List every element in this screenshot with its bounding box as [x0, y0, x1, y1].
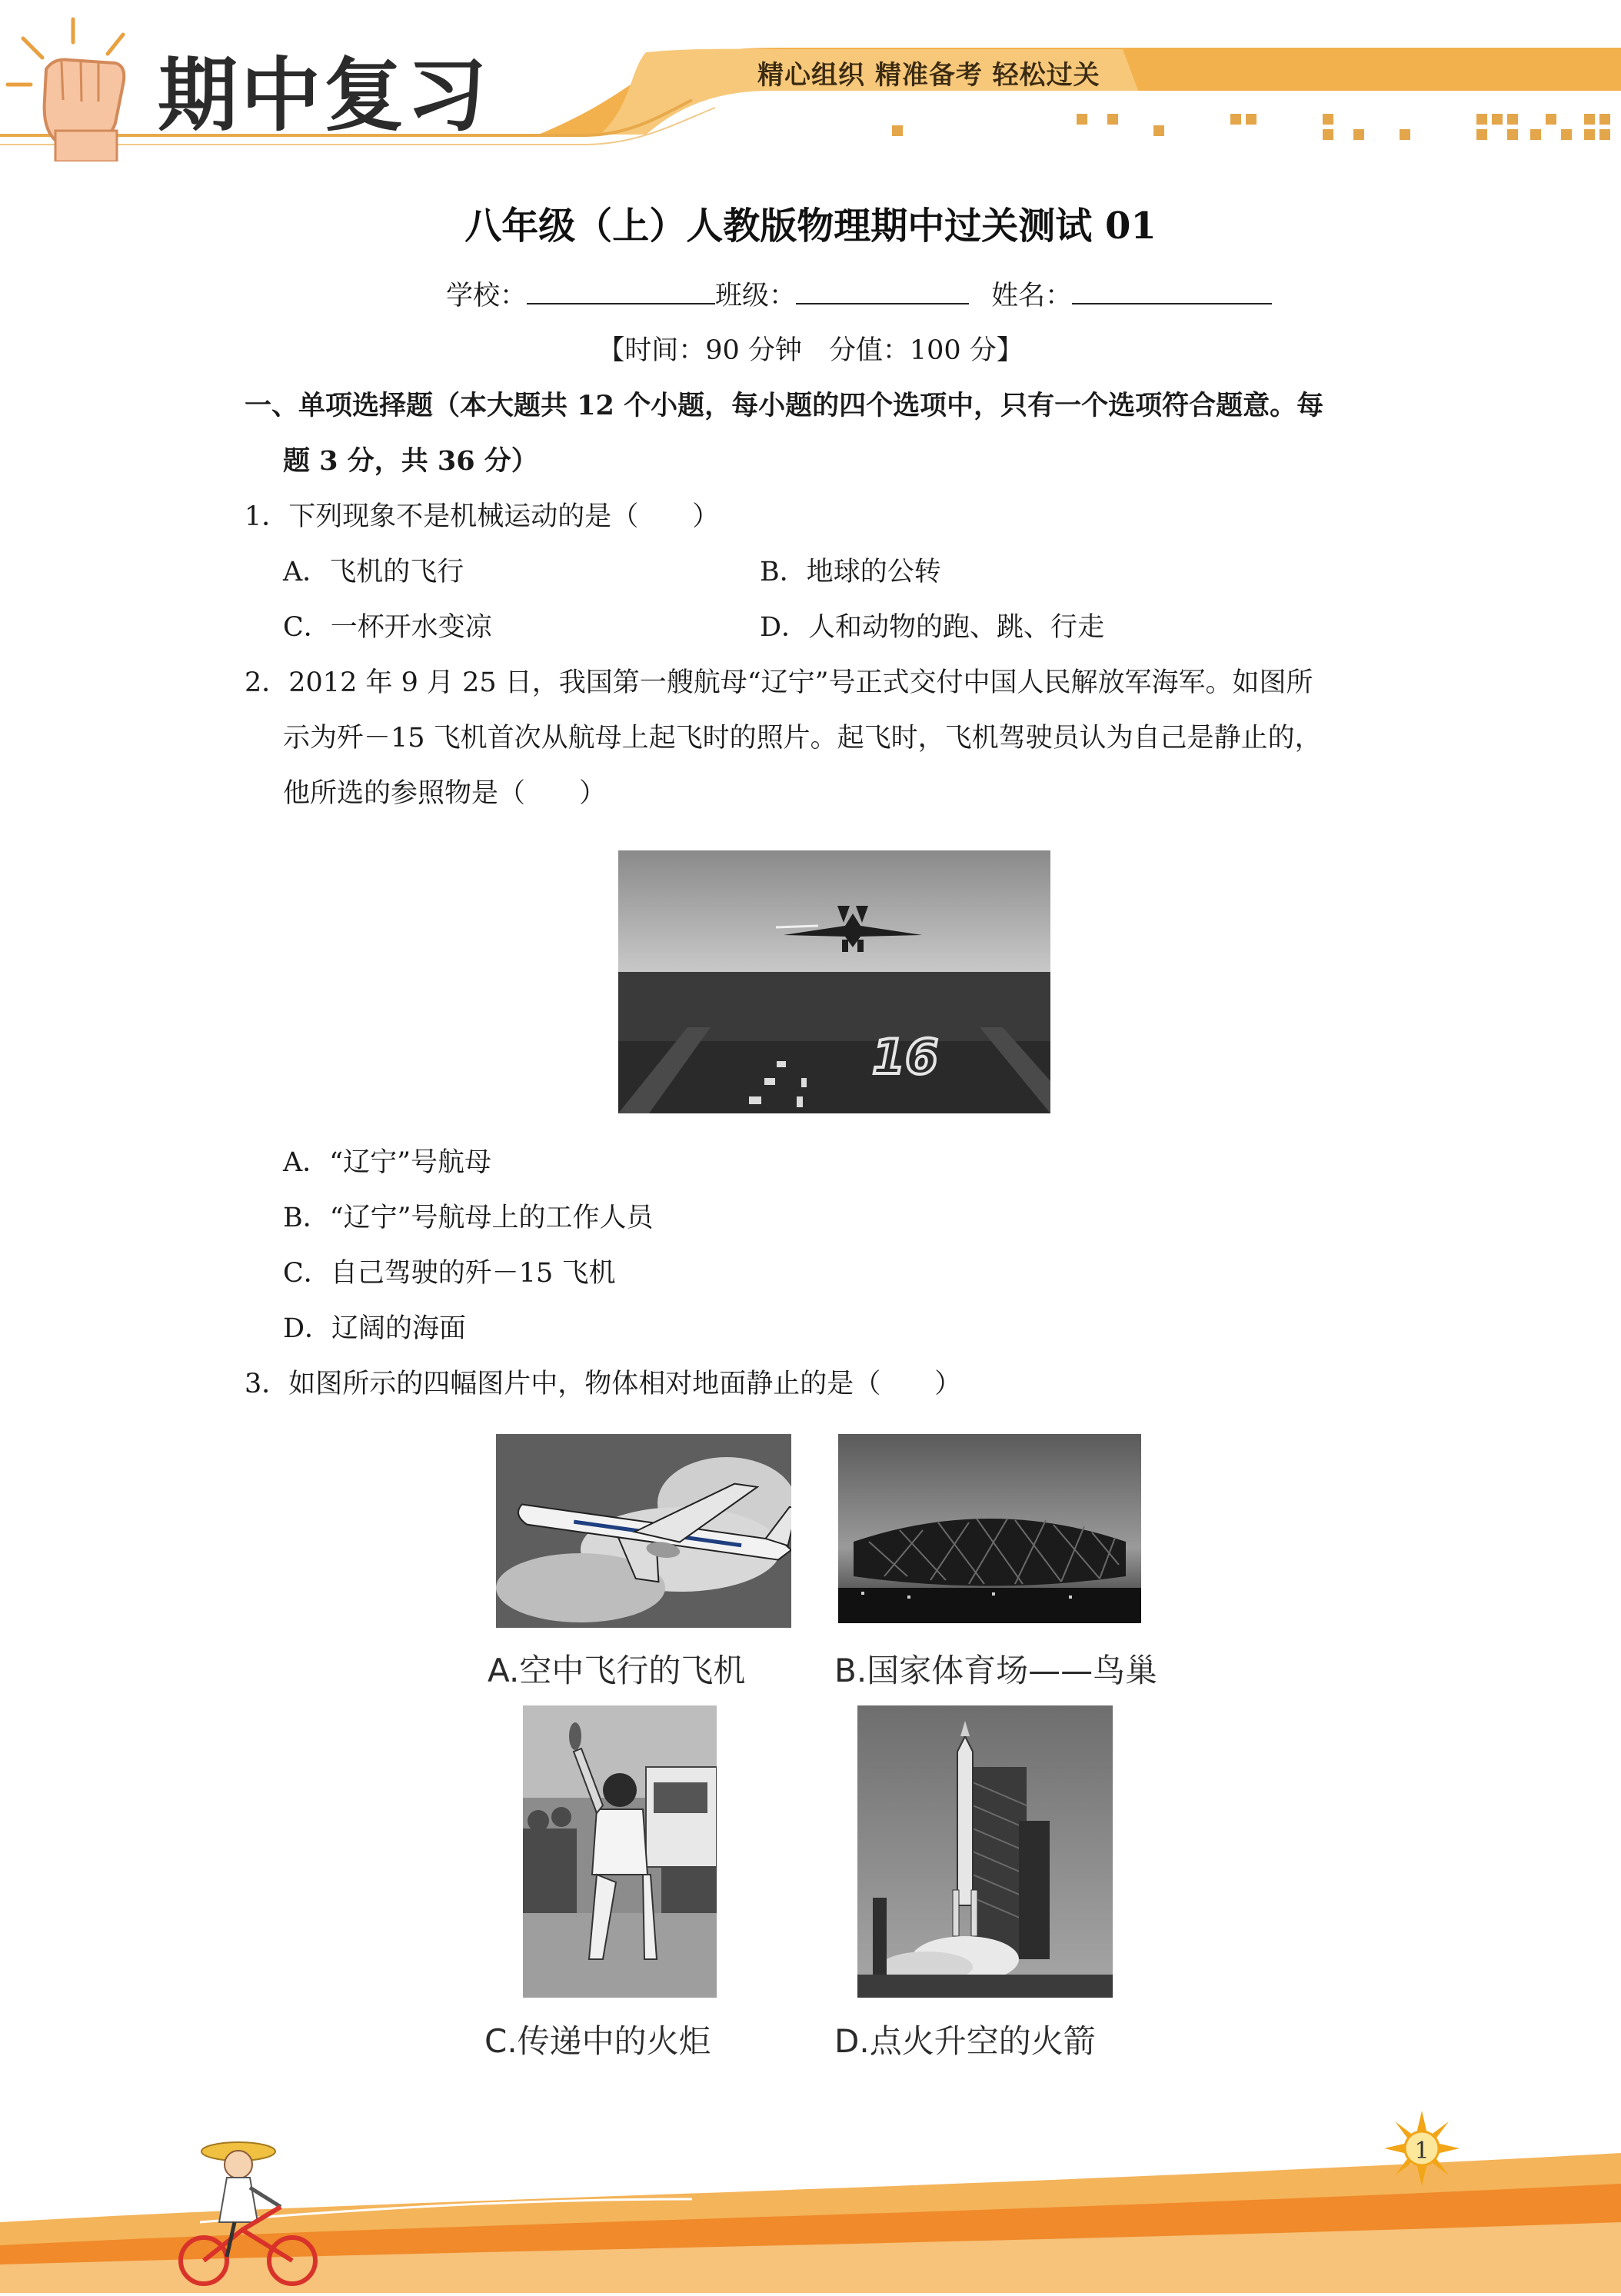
- caption-c: C.传递中的火炬: [484, 2022, 711, 2060]
- deck-number: 16: [872, 1029, 939, 1085]
- q1-option-a[interactable]: A．飞机的飞行: [283, 557, 464, 587]
- school-field[interactable]: [527, 277, 715, 304]
- class-field[interactable]: [796, 277, 969, 304]
- fist-icon: [0, 15, 154, 161]
- carrier-takeoff-photo: [618, 850, 1050, 1113]
- q2-option-d[interactable]: D．辽阔的海面: [283, 1313, 467, 1344]
- birds-nest-photo: [838, 1434, 1141, 1623]
- banner-title: 期中复习: [158, 48, 491, 142]
- q2-stem-line2: 示为歼－15 飞机首次从航母上起飞时的照片。起飞时，飞机驾驶员认为自己是静止的，: [283, 723, 1322, 754]
- name-field[interactable]: [1072, 277, 1272, 304]
- class-label: 班级：: [715, 281, 797, 311]
- school-label: 学校：: [446, 281, 528, 311]
- banner-slogan: 精心组织 精准备考 轻松过关: [757, 60, 1100, 91]
- caption-a: A.空中飞行的飞机: [488, 1652, 746, 1689]
- q1-option-d[interactable]: D．人和动物的跑、跳、行走: [760, 612, 1105, 643]
- q1-option-b[interactable]: B．地球的公转: [760, 557, 941, 587]
- q2-option-c[interactable]: C．自己驾驶的歼－15 飞机: [283, 1258, 616, 1289]
- q3-stem: 3．如图所示的四幅图片中，物体相对地面静止的是（ ）: [245, 1369, 962, 1399]
- section-heading-line2: 题 3 分，共 36 分）: [283, 445, 538, 477]
- time-info: 【时间：90 分钟 分值：100 分】: [597, 335, 1024, 366]
- caption-b: B.国家体育场——鸟巢: [834, 1652, 1158, 1689]
- torch-relay-photo: [523, 1705, 717, 1998]
- name-label: 姓名：: [991, 281, 1073, 311]
- airplane-photo: [496, 1434, 791, 1628]
- page-number: 1: [1414, 2138, 1430, 2165]
- q1-option-c[interactable]: C．一杯开水变凉: [283, 612, 492, 643]
- caption-d: D.点火升空的火箭: [834, 2022, 1096, 2060]
- rocket-launch-photo: [857, 1705, 1113, 1998]
- section-heading-line1: 一、单项选择题（本大题共 12 个小题，每小题的四个选项中，只有一个选项符合题意。每: [245, 390, 1324, 421]
- exam-title: 八年级（上）人教版物理期中过关测试 01: [464, 205, 1157, 248]
- q2-stem-line1: 2．2012 年 9 月 25 日，我国第一艘航母“辽宁”号正式交付中国人民解放军海军。如图所: [245, 667, 1313, 698]
- q1-stem: 1．下列现象不是机械运动的是（ ）: [245, 501, 720, 532]
- q2-option-a[interactable]: A．“辽宁”号航母: [283, 1147, 492, 1178]
- q2-stem-line3: 他所选的参照物是（ ）: [283, 778, 607, 809]
- cyclist-icon: [173, 2130, 327, 2291]
- q2-option-b[interactable]: B．“辽宁”号航母上的工作人员: [283, 1203, 654, 1233]
- info-fields: [446, 277, 1272, 313]
